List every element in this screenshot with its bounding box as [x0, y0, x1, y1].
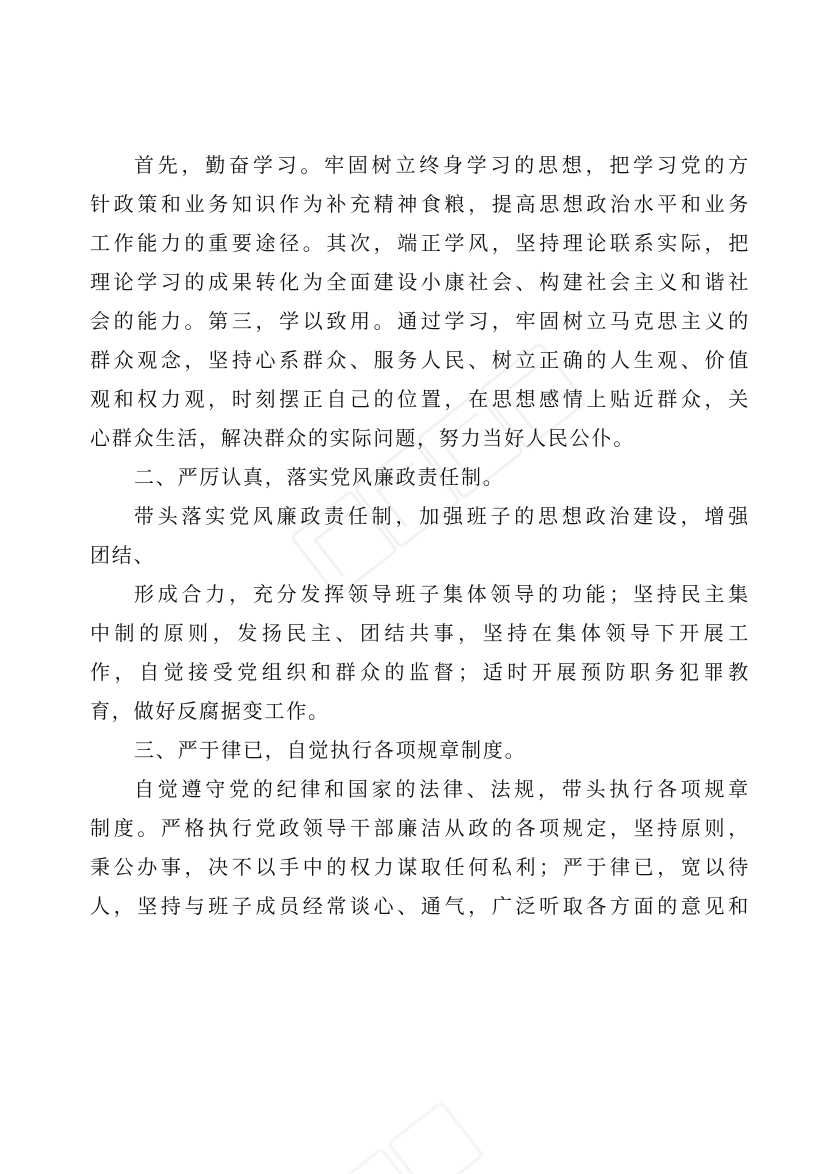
text-line: 团结、	[90, 543, 156, 567]
text-line: 带头落实党风廉政责任制，加强班子的思想政治建设，增强	[134, 504, 750, 528]
text-line: 人，坚持与班子成员经常谈心、通气，广泛听取各方面的意见和	[90, 894, 750, 918]
section-heading: 三、严于律已，自觉执行各项规章制度。	[134, 738, 527, 762]
text-line: 针政策和业务知识作为补充精神食粮，提高思想政治水平和业务	[90, 192, 750, 216]
text-line: 制度。严格执行党政领导干部廉洁从政的各项规定，坚持原则，	[90, 816, 750, 840]
text-line: 育，做好反腐据变工作。	[90, 699, 330, 723]
text-line: 工作能力的重要途径。其次，端正学风，坚持理论联系实际，把	[90, 231, 750, 255]
text-line: 中制的原则，发扬民主、团结共事，坚持在集体领导下开展工	[90, 621, 750, 645]
text-line: 自觉遵守党的纪律和国家的法律、法规，带头执行各项规章	[134, 777, 750, 801]
text-line: 理论学习的成果转化为全面建设小康社会、构建社会主义和谐社	[90, 270, 750, 294]
document-body	[90, 146, 750, 926]
text-line: 心群众生活，解决群众的实际问题，努力当好人民公仆。	[90, 426, 635, 450]
text-line: 观和权力观，时刻摆正自己的位置，在思想感情上贴近群众，关	[90, 387, 750, 411]
text-line: 会的能力。第三，学以致用。通过学习，牢固树立马克思主义的	[90, 309, 750, 333]
text-line: 作，自觉接受党组织和群众的监督；适时开展预防职务犯罪教	[90, 660, 750, 684]
text-line: 秉公办事，决不以手中的权力谋取任何私利；严于律已，宽以待	[90, 855, 750, 879]
text-line: 群众观念，坚持心系群众、服务人民、树立正确的人生观、价值	[90, 348, 750, 372]
text-line: 形成合力，充分发挥领导班子集体领导的功能；坚持民主集	[134, 582, 750, 606]
section-heading: 二、严厉认真，落实党风廉政责任制。	[134, 465, 505, 489]
watermark-logo-bottom	[314, 1051, 545, 1174]
text-line: 首先，勤奋学习。牢固树立终身学习的思想，把学习党的方	[134, 153, 750, 177]
